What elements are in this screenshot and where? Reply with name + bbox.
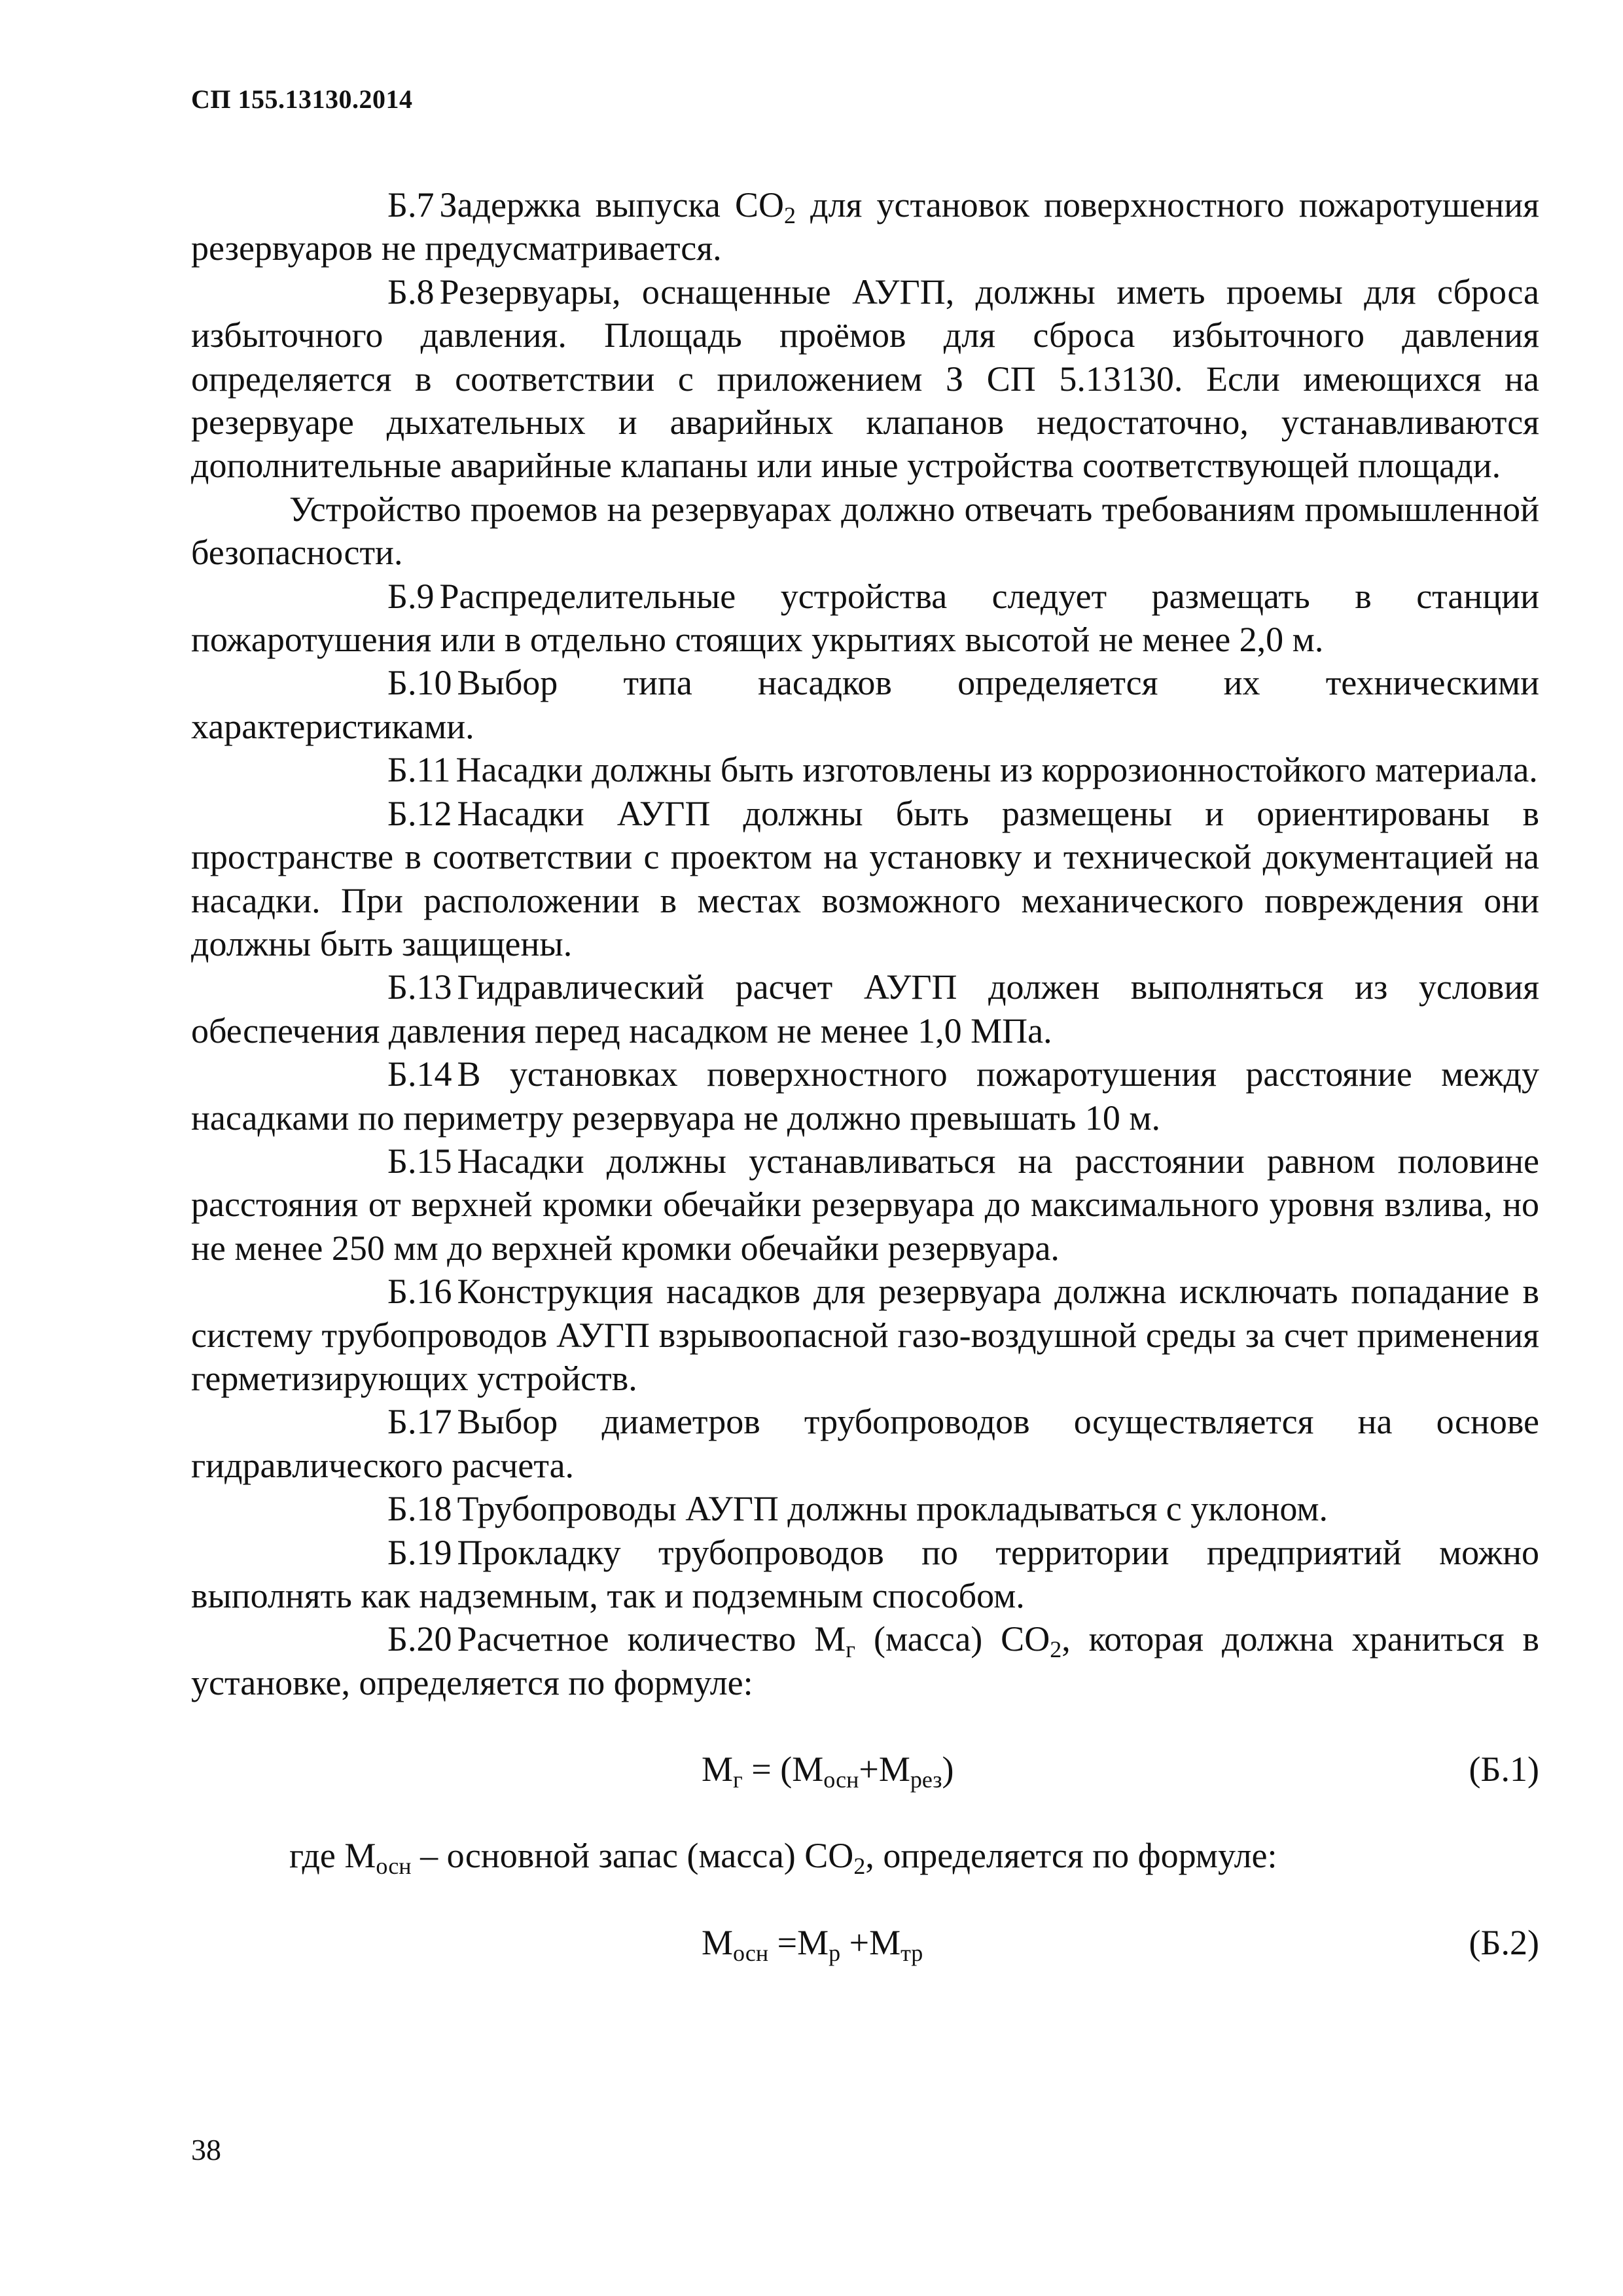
formula-b2 [702, 1921, 923, 1964]
subscript: осн [823, 1767, 859, 1793]
subscript: 2 [1050, 1636, 1062, 1663]
paragraph-text: Гидравлический расчет АУГП должен выполняться из условия обеспечения давления перед насадком не менее 1,0 МПа. [191, 967, 1539, 1050]
formula-symbol: М [702, 1922, 734, 1962]
formula-symbol: М [702, 1749, 734, 1789]
paragraph-b7 [191, 183, 1539, 270]
paragraph-text: Насадки АУГП должны быть размещены и ориентированы в пространстве в соответствии с проектом на установку и технической документацией на насадки. При расположении в местах возможного механического повреждения они должны быть защищены. [191, 793, 1539, 963]
paragraph-b15 [191, 1139, 1539, 1270]
paragraph-number: Б.10 [387, 663, 452, 703]
paragraph-b16 [191, 1270, 1539, 1400]
paragraph-text: Трубопроводы АУГП должны прокладываться с уклоном. [457, 1489, 1329, 1529]
paragraph-number: Б.17 [387, 1402, 452, 1442]
subscript: тр [901, 1939, 923, 1966]
formula-b2-row [191, 1921, 1539, 1964]
paragraph-text: Расчетное количество М [457, 1619, 846, 1659]
formula-symbol: =М [768, 1922, 829, 1962]
paragraph-number: Б.15 [387, 1141, 452, 1181]
paragraph-text: Выбор типа насадков определяется их техническими характеристиками. [191, 663, 1539, 746]
document-code-header: СП 155.13130.2014 [191, 84, 413, 114]
subscript: г [733, 1767, 743, 1793]
paragraph-b11 [191, 748, 1539, 791]
paragraph-number: Б.13 [387, 967, 452, 1007]
subscript: 2 [784, 202, 796, 228]
paragraph-text: Насадки должны быть изготовлены из коррозионностойкого материала. [455, 750, 1538, 790]
paragraph-number: Б.8 [387, 272, 435, 312]
paragraph-b17 [191, 1400, 1539, 1487]
subscript: рез [910, 1767, 942, 1793]
paragraph-b18 [191, 1487, 1539, 1530]
paragraph-number: Б.14 [387, 1054, 452, 1094]
subscript: осн [733, 1939, 769, 1966]
paragraph-number: Б.19 [387, 1532, 452, 1572]
subscript: р [829, 1939, 841, 1966]
formula-symbol: +М [840, 1922, 901, 1962]
page-number: 38 [191, 2133, 221, 2166]
paragraph-b14 [191, 1052, 1539, 1139]
paragraph-number: Б.18 [387, 1489, 452, 1529]
paragraph-text: (масса) СО [855, 1619, 1050, 1659]
paragraph-b19 [191, 1531, 1539, 1618]
explanation-text: – основной запас (масса) СО [411, 1836, 854, 1876]
formula-explanation [191, 1834, 1539, 1880]
paragraph-text: , которая должна храниться в установке, определяется по формуле: [191, 1619, 1540, 1702]
formula-symbol: +М [859, 1749, 910, 1789]
paragraph-b8-continued [191, 488, 1539, 575]
formula-symbol: ) [942, 1749, 954, 1789]
subscript: осн [376, 1853, 412, 1880]
paragraph-number: Б.20 [387, 1619, 452, 1659]
paragraph-number: Б.11 [387, 750, 451, 790]
paragraph-b13 [191, 965, 1539, 1052]
paragraph-text: Задержка выпуска СО [439, 185, 784, 224]
subscript: 2 [853, 1853, 866, 1880]
paragraph-text: Выбор диаметров трубопроводов осуществляется на основе гидравлического расчета. [191, 1402, 1539, 1485]
paragraph-text: Насадки должны устанавливаться на расстоянии равном половине расстояния от верхней кромки обечайки резервуара до максимального уровня взлива, но не менее 250 мм до верхней кромки обечайки резервуара. [191, 1141, 1539, 1268]
paragraph-number: Б.9 [387, 576, 435, 616]
explanation-text: где М [289, 1836, 376, 1876]
paragraph-text: Распределительные устройства следует размещать в станции пожаротушения или в отдельно стоящих укрытиях высотой не менее 2,0 м. [191, 576, 1539, 660]
paragraph-text: Прокладку трубопроводов по территории предприятий можно выполнять как надземным, так и подземным способом. [191, 1532, 1539, 1615]
paragraph-b10 [191, 661, 1539, 748]
paragraph-text: В установках поверхностного пожаротушения расстояние между насадками по периметру резервуара не должно превышать 10 м. [191, 1054, 1539, 1138]
paragraph-text: Устройство проемов на резервуарах должно отвечать требованиям промышленной безопасности. [191, 489, 1539, 573]
subscript: г [846, 1636, 856, 1663]
paragraph-text: Конструкция насадков для резервуара должна исключать попадание в систему трубопроводов АУГП взрывоопасной газо-воздушной среды за счет применения герметизирующих устройств. [191, 1272, 1539, 1398]
formula-number: (Б.2) [1469, 1922, 1539, 1962]
paragraph-b12 [191, 792, 1539, 966]
formula-b1 [702, 1748, 954, 1791]
formula-symbol: = (М [742, 1749, 824, 1789]
formula-b1-row [191, 1748, 1539, 1791]
document-body [191, 183, 1539, 2007]
paragraph-text: Резервуары, оснащенные АУГП, должны иметь проемы для сброса избыточного давления. Площадь проёмов для сброса избыточного давления определяется в соответствии с приложением З СП 5.13130. Если имеющихся на резервуаре дыхательных и аварийных клапанов недостаточно, устанавливаются дополнительные аварийные клапаны или иные устройства соответствующей площади. [191, 272, 1539, 486]
paragraph-b8 [191, 270, 1539, 488]
paragraph-number: Б.12 [387, 793, 452, 833]
paragraph-text-tail: для установок поверхностного пожаротушения резервуаров не предусматривается. [191, 185, 1540, 268]
paragraph-b20 [191, 1617, 1539, 1704]
paragraph-number: Б.7 [387, 185, 435, 224]
explanation-text: , определяется по формуле: [865, 1836, 1277, 1876]
paragraph-b9 [191, 575, 1539, 662]
paragraph-number: Б.16 [387, 1272, 452, 1312]
formula-number: (Б.1) [1469, 1749, 1539, 1789]
